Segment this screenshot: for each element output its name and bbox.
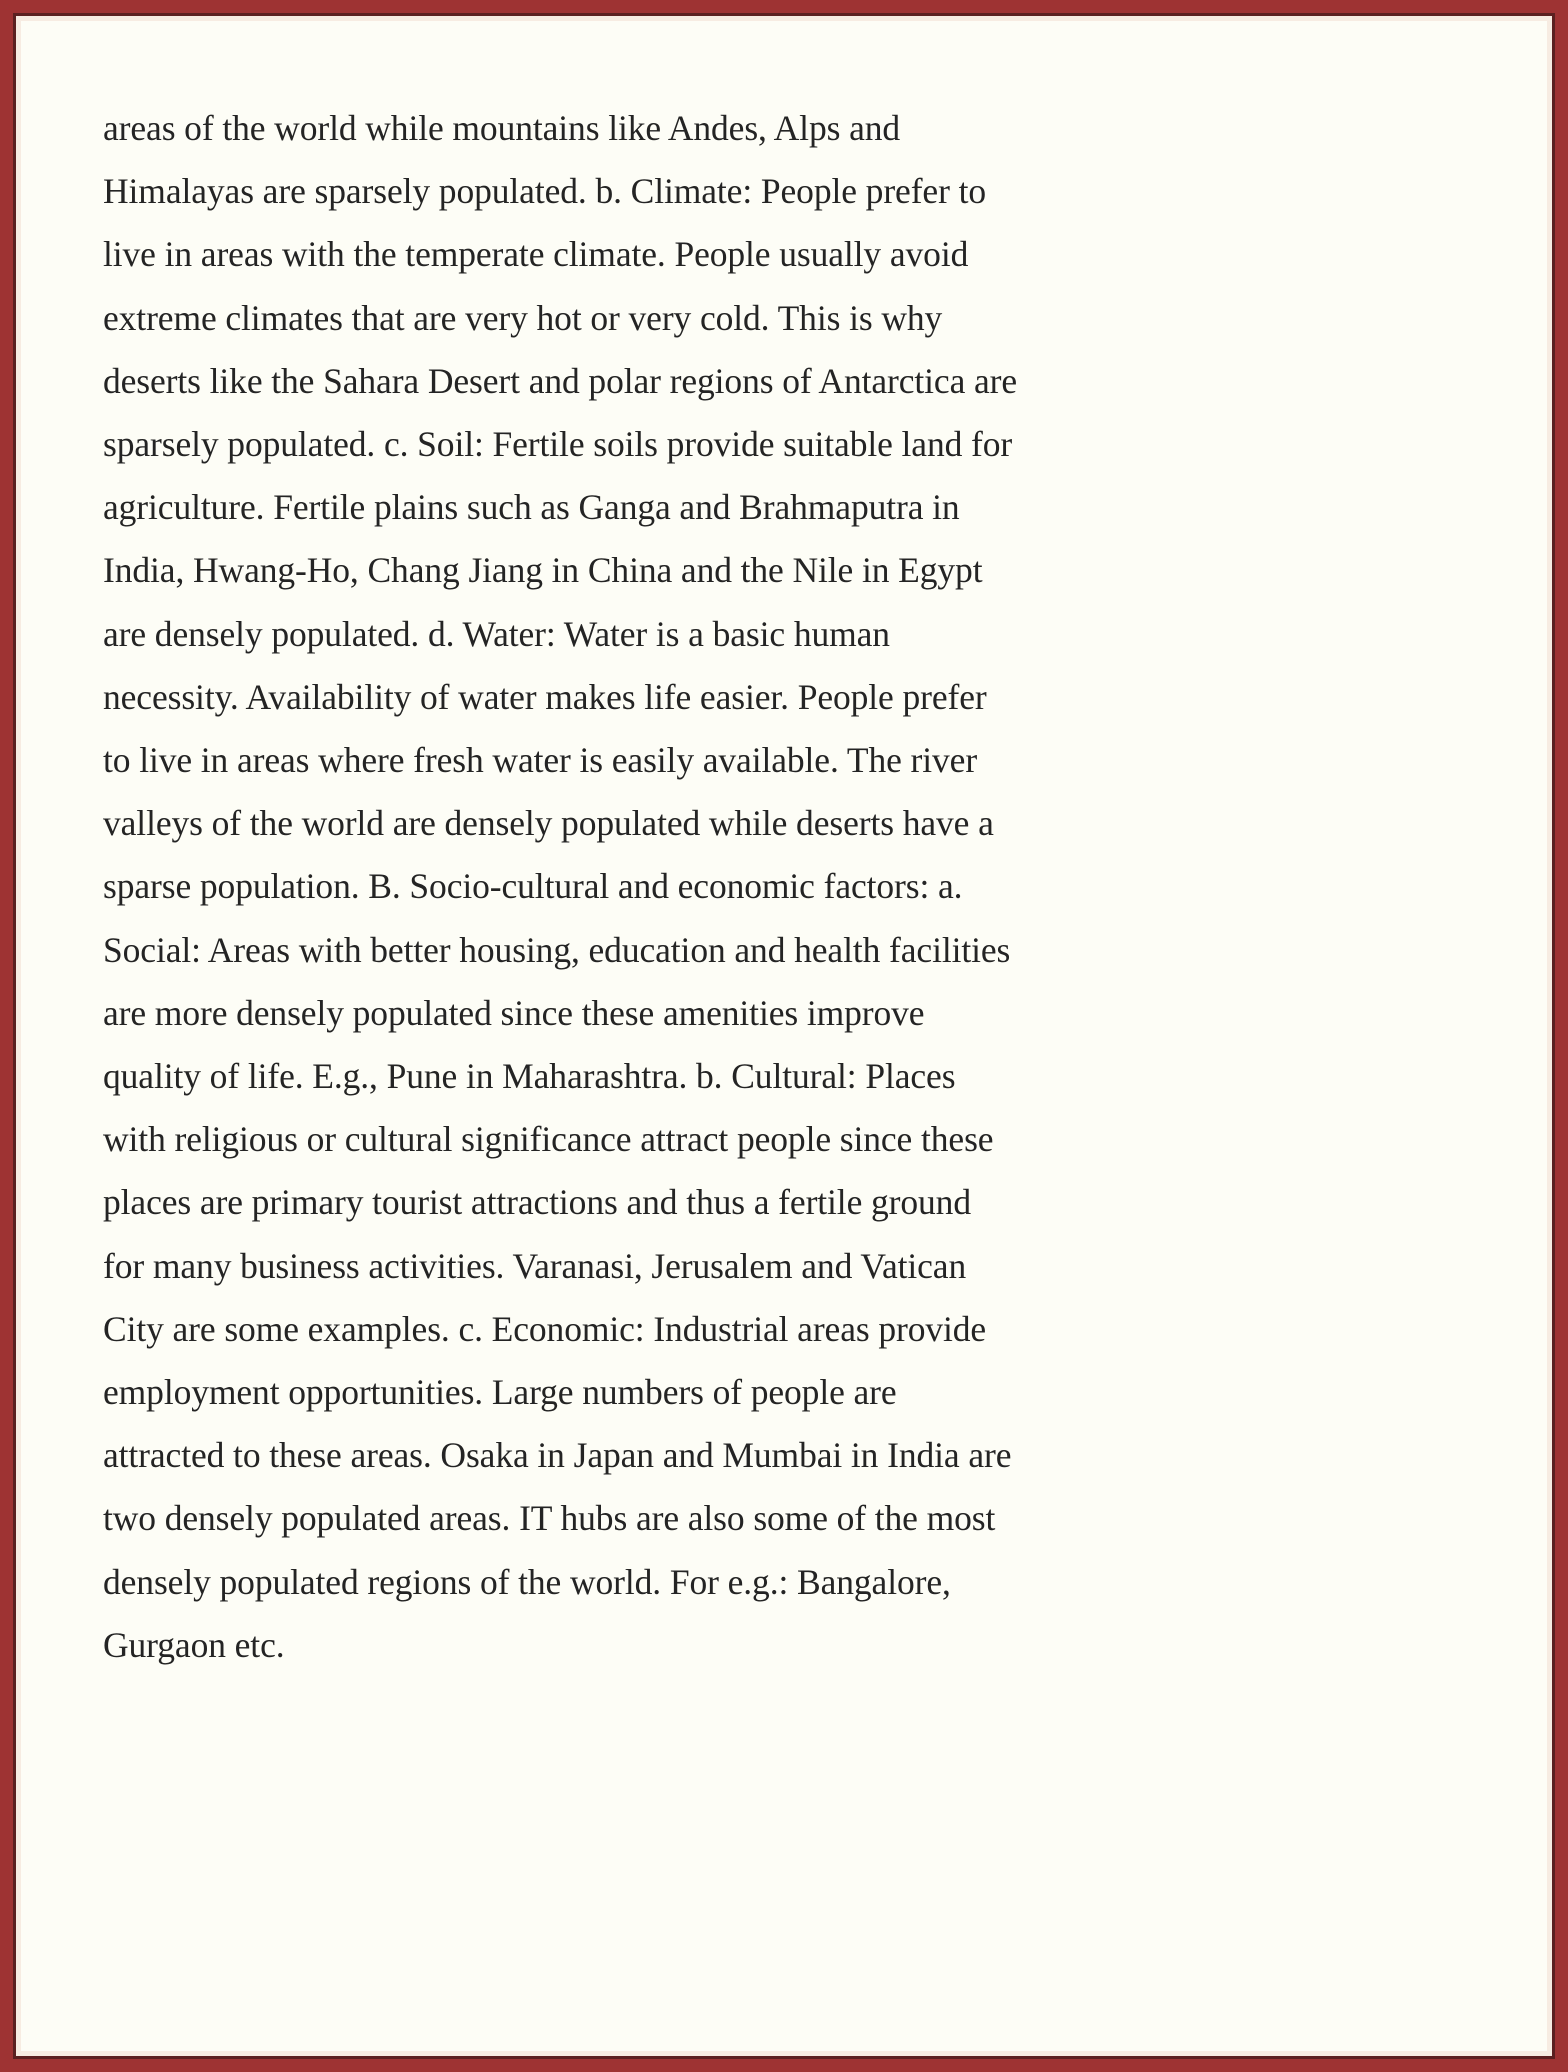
- text-line: employment opportunities. Large numbers of people are: [103, 1372, 897, 1413]
- text-line: two densely populated areas. IT hubs are also some of the most: [103, 1498, 996, 1539]
- text-line: are more densely populated since these amenities improve: [103, 992, 925, 1033]
- text-line: sparse population. B. Socio-cultural and economic factors: a.: [103, 866, 963, 907]
- text-line: quality of life. E.g., Pune in Maharashtra. b. Cultural: Places: [103, 1056, 956, 1097]
- page-border-highlight-rule: [16, 16, 1552, 2056]
- text-line: for many business activities. Varanasi, Jerusalem and Vatican: [103, 1245, 967, 1286]
- text-line: India, Hwang-Ho, Chang Jiang in China and the Nile in Egypt: [103, 550, 983, 591]
- text-line: areas of the world while mountains like Andes, Alps and: [103, 108, 901, 148]
- text-line: attracted to these areas. Osaka in Japan and Mumbai in India are: [103, 1435, 1012, 1476]
- text-line: agriculture. Fertile plains such as Ganga and Brahmaputra in: [103, 487, 960, 528]
- document-text-block: [103, 97, 1443, 1677]
- text-line: extreme climates that are very hot or very cold. This is why: [103, 297, 943, 338]
- text-line: Social: Areas with better housing, education and health facilities: [103, 929, 1011, 970]
- text-line: are densely populated. d. Water: Water is a basic human: [103, 613, 890, 654]
- text-line: sparsely populated. c. Soil: Fertile soils provide suitable land for: [103, 424, 1013, 465]
- text-line: densely populated regions of the world. For e.g.: Bangalore,: [103, 1561, 951, 1602]
- document-page: [21, 21, 1547, 2051]
- text-line: valleys of the world are densely populated while deserts have a: [103, 803, 994, 844]
- text-line: places are primary tourist attractions and thus a fertile ground: [103, 1182, 971, 1223]
- text-line: Gurgaon etc.: [103, 1624, 285, 1665]
- text-line: with religious or cultural significance attract people since these: [103, 1119, 994, 1160]
- text-line: Himalayas are sparsely populated. b. Climate: People prefer to: [103, 171, 986, 212]
- text-line: to live in areas where fresh water is easily available. The river: [103, 740, 978, 781]
- page-border-inner-rule: [13, 13, 1555, 2059]
- text-line: City are some examples. c. Economic: Industrial areas provide: [103, 1308, 987, 1349]
- text-line: live in areas with the temperate climate. People usually avoid: [103, 234, 969, 275]
- text-line: necessity. Availability of water makes life easier. People prefer: [103, 676, 987, 717]
- text-line: deserts like the Sahara Desert and polar regions of Antarctica are: [103, 360, 1018, 401]
